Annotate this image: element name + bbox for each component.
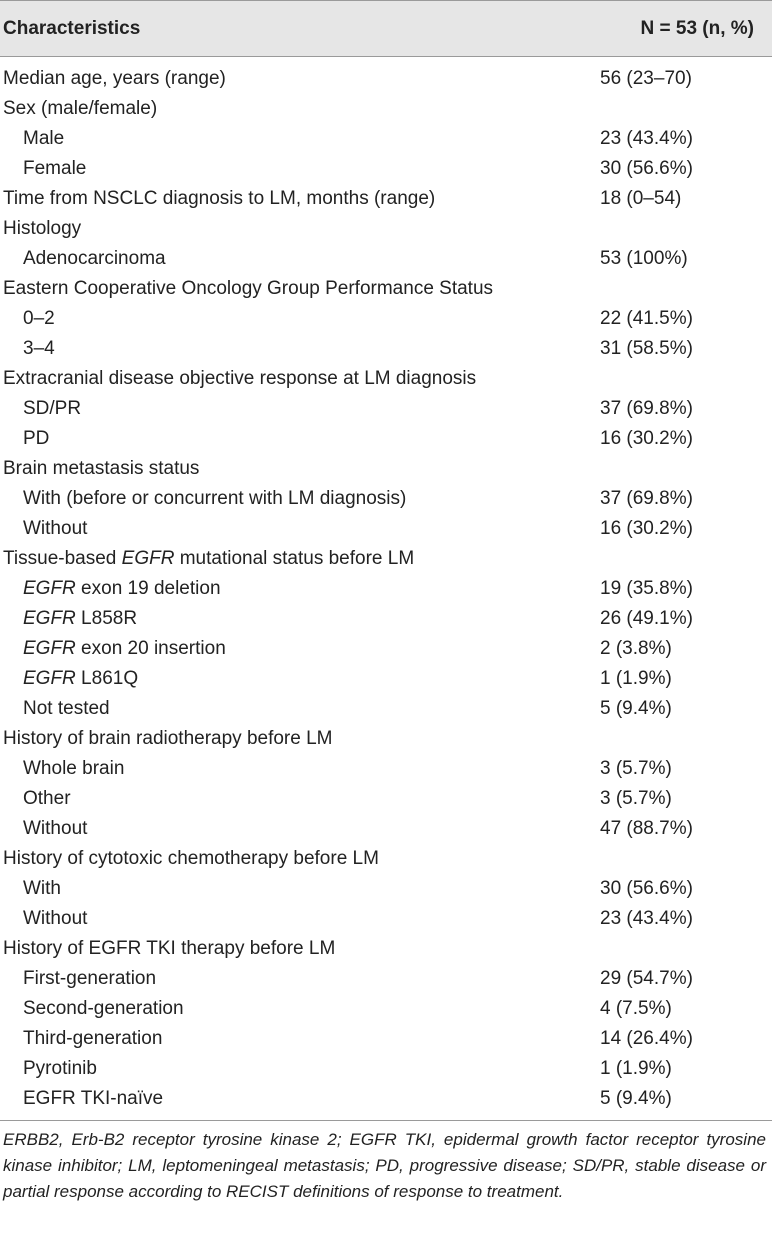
table-row	[0, 1054, 772, 1084]
row-value: 3 (5.7%)	[600, 758, 672, 779]
row-label-suffix: mutational status before LM	[174, 548, 415, 569]
header-characteristics: Characteristics	[3, 17, 141, 39]
table-row	[0, 754, 772, 784]
row-label: With (before or concurrent with LM diagnosis)	[23, 488, 407, 509]
table-row	[0, 934, 772, 964]
table-row	[0, 694, 772, 724]
row-value: 56 (23–70)	[600, 68, 692, 89]
row-value: 3 (5.7%)	[600, 788, 672, 809]
row-value: 31 (58.5%)	[600, 338, 693, 359]
table-row	[0, 454, 772, 484]
row-value: 5 (9.4%)	[600, 1088, 672, 1109]
table-row	[0, 124, 772, 154]
row-label: EGFR TKI-naïve	[23, 1088, 164, 1109]
row-label-suffix: L861Q	[75, 668, 139, 689]
row-label-italic: EGFR	[23, 668, 76, 689]
row-value: 26 (49.1%)	[600, 608, 693, 629]
table-row	[0, 784, 772, 814]
row-label	[0, 634, 226, 664]
table-row	[0, 724, 772, 754]
table-row	[0, 184, 772, 214]
row-label	[0, 604, 137, 634]
row-label: Median age, years (range)	[3, 68, 226, 89]
row-label-suffix: exon 20 insertion	[75, 638, 226, 659]
row-value: 4 (7.5%)	[600, 998, 672, 1019]
table-row	[0, 514, 772, 544]
table-row	[0, 664, 772, 694]
table-row	[0, 904, 772, 934]
row-value: 19 (35.8%)	[600, 578, 693, 599]
row-label: Other	[23, 788, 71, 809]
row-value: 37 (69.8%)	[600, 398, 693, 419]
row-label: PD	[23, 428, 50, 449]
table-header	[0, 0, 772, 57]
table-row	[0, 994, 772, 1024]
row-value: 22 (41.5%)	[600, 308, 693, 329]
table-row	[0, 214, 772, 244]
row-label: Whole brain	[23, 758, 125, 779]
table-row	[0, 844, 772, 874]
row-value: 29 (54.7%)	[600, 968, 693, 989]
table-row	[0, 274, 772, 304]
row-label-suffix: exon 19 deletion	[75, 578, 221, 599]
row-label: 3–4	[23, 338, 55, 359]
row-label: First-generation	[23, 968, 157, 989]
row-value: 53 (100%)	[600, 248, 688, 269]
row-label: Third-generation	[23, 1028, 163, 1049]
table-row	[0, 964, 772, 994]
row-label: Time from NSCLC diagnosis to LM, months (range)	[3, 188, 436, 209]
row-value: 16 (30.2%)	[600, 428, 693, 449]
row-label: Pyrotinib	[23, 1058, 97, 1079]
row-value: 16 (30.2%)	[600, 518, 693, 539]
table-footnote: ERBB2, Erb-B2 receptor tyrosine kinase 2; EGFR TKI, epidermal growth factor receptor tyrosine kinase inhibitor; LM, leptomeningeal metastasis; PD, progressive disease; SD/PR, stable disease or partial response according to RECIST definitions of response to treatment.	[3, 1130, 766, 1201]
table-row	[0, 484, 772, 514]
row-value: 47 (88.7%)	[600, 818, 693, 839]
row-label	[0, 574, 221, 604]
table-row	[0, 814, 772, 844]
table-row	[0, 1084, 772, 1114]
row-value: 30 (56.6%)	[600, 158, 693, 179]
row-label: Brain metastasis status	[3, 458, 200, 479]
row-label: Sex (male/female)	[3, 98, 158, 119]
table-row	[0, 334, 772, 364]
header-count: N = 53 (n, %)	[640, 17, 754, 39]
row-label: History of cytotoxic chemotherapy before LM	[3, 848, 379, 869]
row-label: Female	[23, 158, 87, 179]
table-row	[0, 154, 772, 184]
row-label: Without	[23, 818, 88, 839]
table-row	[0, 394, 772, 424]
row-label: With	[23, 878, 61, 899]
row-label: History of brain radiotherapy before LM	[3, 728, 333, 749]
row-value: 37 (69.8%)	[600, 488, 693, 509]
table-row	[0, 64, 772, 94]
table-row	[0, 244, 772, 274]
row-value: 23 (43.4%)	[600, 128, 693, 149]
row-label-prefix: Tissue-based	[3, 548, 117, 569]
row-label: Extracranial disease objective response at LM diagnosis	[3, 368, 477, 389]
table-row	[0, 94, 772, 124]
row-label: Second-generation	[23, 998, 184, 1019]
table-row	[0, 604, 772, 634]
row-label: 0–2	[23, 308, 55, 329]
row-label	[0, 664, 138, 694]
row-label: Not tested	[23, 698, 110, 719]
row-label: Without	[23, 908, 88, 929]
row-label: Without	[23, 518, 88, 539]
row-value: 14 (26.4%)	[600, 1028, 693, 1049]
row-label: Histology	[3, 218, 82, 239]
table-row	[0, 1024, 772, 1054]
row-value: 23 (43.4%)	[600, 908, 693, 929]
table-row	[0, 544, 772, 574]
table-row	[0, 634, 772, 664]
row-label-italic: EGFR	[23, 578, 76, 599]
table-row	[0, 364, 772, 394]
row-value: 18 (0–54)	[600, 188, 682, 209]
row-label: SD/PR	[23, 398, 82, 419]
table-row	[0, 304, 772, 334]
row-label-italic: EGFR	[121, 548, 175, 569]
row-label-italic: EGFR	[23, 638, 76, 659]
table-body	[0, 57, 772, 1114]
row-label: History of EGFR TKI therapy before LM	[3, 938, 336, 959]
row-label-italic: EGFR	[23, 608, 76, 629]
row-label: Male	[23, 128, 65, 149]
table-row	[0, 874, 772, 904]
row-label: Eastern Cooperative Oncology Group Performance Status	[3, 278, 494, 299]
row-label-suffix: L858R	[75, 608, 138, 629]
row-value: 1 (1.9%)	[600, 668, 672, 689]
table-row	[0, 424, 772, 454]
row-label: Adenocarcinoma	[23, 248, 166, 269]
table-row	[0, 574, 772, 604]
row-value: 1 (1.9%)	[600, 1058, 672, 1079]
row-value: 30 (56.6%)	[600, 878, 693, 899]
row-label	[0, 544, 414, 574]
row-value: 2 (3.8%)	[600, 638, 672, 659]
row-value: 5 (9.4%)	[600, 698, 672, 719]
